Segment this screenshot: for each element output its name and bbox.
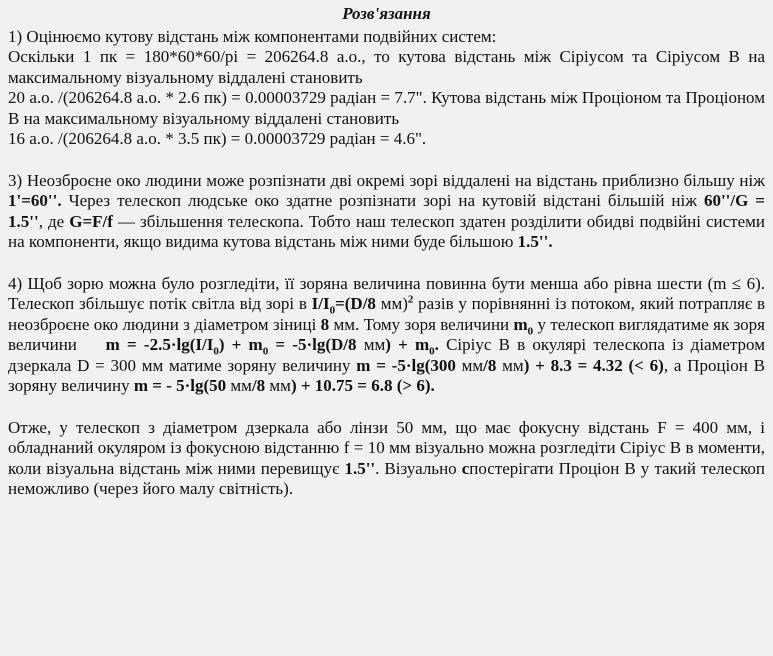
section-1-heading: 1) Оцінюємо кутову відстань між компонентами подвійних систем: bbox=[8, 26, 497, 46]
conclusion-bold-2: с bbox=[461, 458, 470, 478]
s3-bold-1: 1'=60''. bbox=[8, 191, 62, 210]
s3-text-2: Через телескоп людське око здатне розпізнати зорі на кутовій відстані більшій ніж bbox=[61, 191, 704, 210]
s4-text-1: 4) Щоб зорю можна було розгледіти, її зоряна величина повинна бути менша або рівна шести (m ≤ 6). Телескоп збільшує потік світла від зорі в bbox=[8, 273, 765, 313]
conclusion-text-2: . Візуально bbox=[375, 458, 462, 478]
s4-formula-flux: $I/I_0=(D/8$ мм)$^2$ bbox=[311, 293, 414, 317]
spacer bbox=[8, 397, 765, 418]
conclusion-text-3: постерігати Проціон В у такий телескоп неможливо (через його малу світність). bbox=[8, 458, 765, 498]
s3-text-4: — збільшення телескопа. Тобто наш телескоп здатен розділити обидві подвійні системи на компоненти, якщо видима кутова відстань між ними буде більшою bbox=[8, 211, 765, 251]
conclusion bbox=[8, 418, 765, 500]
s4-text-5: Сіріус В в окулярі телескопа із діаметром дзеркала D = 300 мм матиме зоряну величину bbox=[8, 335, 765, 375]
section-1-text-c: 16 а.о. /(206264.8 а.о. * 3.5 пк) = 0.00003729 радіан = 4.6". bbox=[8, 129, 427, 148]
solution-title: Розв'язання bbox=[342, 4, 431, 23]
conclusion-text-1: Отже, у телескоп з діаметром дзеркала або лінзи 50 мм, що має фокусну відстань F = 400 мм, і обладнаний окуляром із фокусною відстанню f = 10 мм візуально можна розгледіти Сіріус В в моменти, коли візуальна відстань між ними перевищує bbox=[8, 417, 765, 478]
section-1-text-b: 20 а.о. /(206264.8 а.о. * 2.6 пк) = 0.00003729 радіан = 7.7". Кутова відстань між Проціоном та Проціоном В на максимальному візуальному віддалені становить bbox=[8, 88, 765, 128]
section-1 bbox=[8, 27, 765, 150]
s4-text-3: мм. Тому зоря величини bbox=[329, 314, 514, 334]
s4-m0: $m_0$ bbox=[513, 314, 534, 337]
s3-bold-2: 60''/G = 1.5'' bbox=[8, 191, 765, 231]
spacer bbox=[8, 253, 765, 274]
s4-formula-sirius: m = -5·lg(300 мм/8 мм) + 8.3 = 4.32 (< 6) bbox=[356, 355, 664, 375]
s4-bold-8: 8 bbox=[320, 314, 330, 334]
s4-text-4: у телескоп виглядатиме як зоря величини bbox=[8, 314, 770, 354]
s4-formula-procyon: m = - 5·lg(50 мм/8 мм) + 10.75 = 6.8 (> 6). bbox=[133, 376, 435, 395]
s4-text-6: , а Проціон В зоряну величину bbox=[8, 355, 765, 395]
section-3 bbox=[8, 171, 765, 253]
s3-bold-3: G=F/f bbox=[69, 211, 113, 231]
section-4 bbox=[8, 273, 770, 397]
s3-bold-4: 1.5''. bbox=[517, 232, 553, 251]
conclusion-bold-1: 1.5'' bbox=[344, 458, 376, 478]
s4-text-2: разів у порівнянні із потоком, який потрапляє в неозброєне око людини з діаметром зіниці bbox=[8, 294, 765, 334]
section-1-text-a: Оскільки 1 пк = 180*60*60/pi = 206264.8 а.о., то кутова відстань між Сіріусом та Сіріусом В на максимальному візуальному віддалені становить bbox=[8, 47, 765, 87]
spacer bbox=[8, 150, 765, 171]
s4-formula-m: $m = -2.5\cdot\lg(I/I_0) + m_0 = -5\cdot\lg(D/8$ $мм) + m_0$. bbox=[105, 335, 439, 358]
s3-text-3: , де bbox=[38, 211, 70, 231]
s3-text-1: 3) Неозброєне око людини може розпізнати дві окремі зорі віддалені на відстань приблизно більшу ніж bbox=[8, 170, 765, 190]
